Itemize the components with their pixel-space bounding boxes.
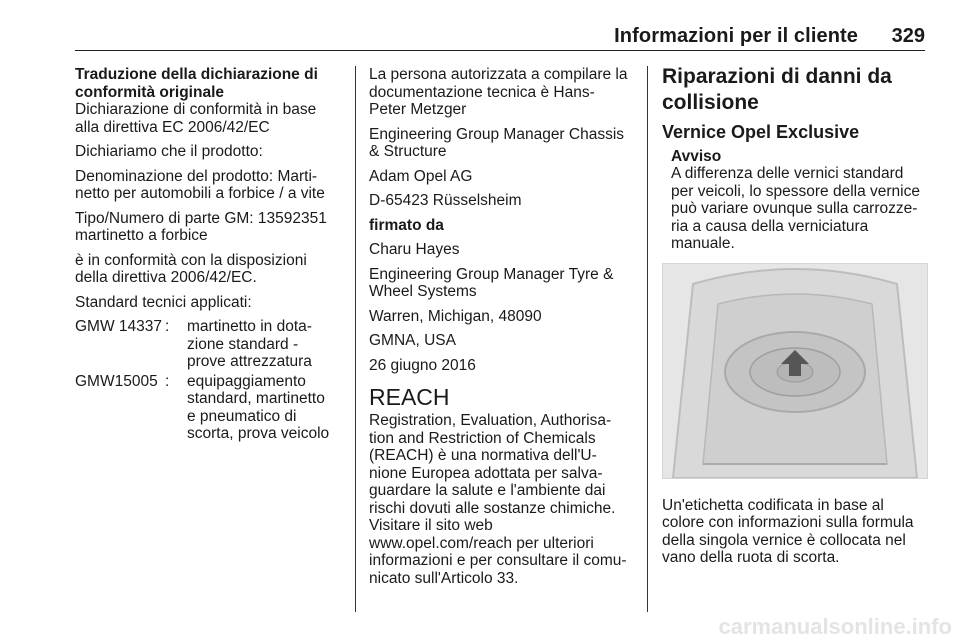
paragraph: Warren, Michigan, 48090 [369, 307, 542, 325]
paragraph: Adam Opel AG [369, 167, 473, 185]
declaration-heading: Traduzione della dichiarazione di conformità originale [75, 66, 318, 101]
signed-by-label: firmato da [369, 216, 444, 234]
paragraph: Dichiariamo che il prodotto: [75, 143, 263, 160]
table-row [75, 373, 343, 443]
paragraph: La persona autorizzata a compilare la documentazione tecnica è Hans- Peter Metzger [369, 66, 628, 118]
column-divider [647, 66, 648, 612]
paragraph: Engineering Group Manager Tyre & Wheel Systems [369, 265, 614, 300]
paragraph: Charu Hayes [369, 241, 460, 258]
column-2 [369, 66, 635, 594]
column-1 [75, 66, 343, 445]
reach-heading: REACH [369, 384, 450, 410]
standard-description: martinetto in dota- zione standard - prove attrezzatura [187, 318, 312, 370]
header-rule [75, 50, 925, 51]
page-header [0, 0, 960, 52]
separator: : [165, 318, 170, 335]
section-heading: Riparazioni di danni da collisione [662, 65, 892, 114]
paragraph: Denominazione del prodotto: Marti- netto per automobili a forbice / a vite [75, 167, 325, 202]
standard-code: GMW 14337 [75, 318, 163, 335]
table-row [75, 318, 343, 371]
paragraph: 26 giugno 2016 [369, 356, 476, 374]
standards-table [75, 318, 343, 443]
standard-description: equipaggiamento standard, martinetto e pneumatico di scorta, prova veicolo [187, 372, 330, 442]
page-header-title: Informazioni per il cliente [614, 25, 858, 47]
figure-caption: Un'etichetta codificata in base al colore con informazioni sulla formula della singola vernice è collocata nel vano della ruota di scorta. [662, 496, 914, 566]
watermark: carmanualsonline.info [718, 614, 952, 639]
column-3 [662, 64, 927, 574]
notice-box [662, 148, 927, 253]
paragraph: Standard tecnici applicati: [75, 293, 252, 311]
reach-paragraph: Registration, Evaluation, Authorisa- tion and Restriction of Chemicals (REACH) è una normativa dell'U- nione Europea adottata per salva- guardare la salute e l'ambiente dai rischi dovuti alle sostanze chimiche. Visitare il sito web www.opel.com/reach per ulteriori informazioni e per consultare il comu- nicato sull'Articolo 33. [369, 412, 627, 587]
trunk-illustration-graphic [663, 264, 927, 478]
page-number: 329 [891, 25, 925, 47]
subsection-heading: Vernice Opel Exclusive [662, 122, 860, 142]
paragraph: Dichiarazione di conformità in base alla direttiva EC 2006/42/EC [75, 101, 317, 136]
notice-title: Avviso [671, 147, 722, 165]
separator: : [165, 372, 170, 390]
trunk-spare-wheel-illustration [662, 263, 928, 479]
paragraph: D-65423 Rüsselsheim [369, 192, 522, 209]
paragraph: è in conformità con la disposizioni della direttiva 2006/42/EC. [75, 251, 307, 286]
paragraph: Engineering Group Manager Chassis & Structure [369, 125, 625, 160]
notice-text: A differenza delle vernici standard per veicoli, lo spessore della vernice può variare ovunque sulla carrozze- ria a causa della verniciatura manuale. [671, 165, 920, 252]
column-divider [355, 66, 356, 612]
standard-code: GMW15005 [75, 372, 158, 390]
paragraph: GMNA, USA [369, 332, 456, 349]
paragraph: Tipo/Numero di parte GM: 13592351 martinetto a forbice [75, 209, 327, 244]
